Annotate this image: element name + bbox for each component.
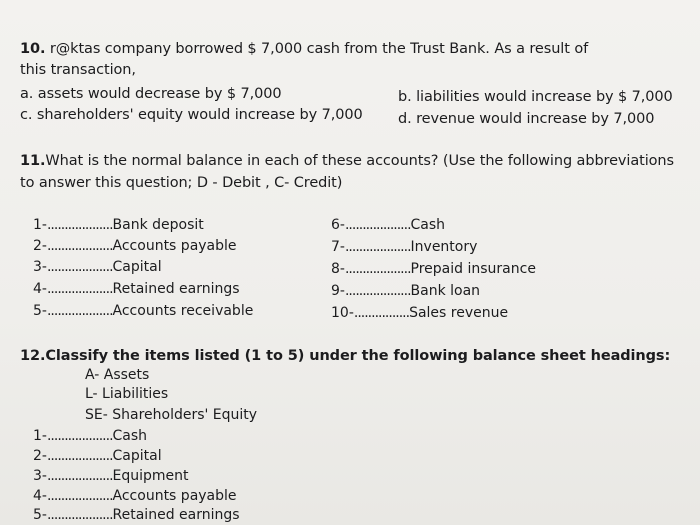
account-name: Accounts receivable	[112, 303, 254, 319]
q10-number: 10.	[20, 41, 46, 57]
item-name: Capital	[112, 448, 162, 464]
item-number: 4-	[33, 488, 47, 504]
q11-text-line1: What is the normal balance in each of these accounts? (Use the following abbreviations	[45, 153, 674, 169]
q12-text: Classify the items listed (1 to 5) under the following balance sheet headings:	[45, 348, 671, 364]
q11-text-line2: to answer this question; D - Debit , C- Credit)	[20, 175, 343, 191]
account-name: Retained earnings	[112, 281, 240, 297]
item-number: 4-	[33, 281, 47, 297]
heading-liabilities: L- Liabilities	[85, 386, 169, 402]
answer-blank: ...................	[344, 283, 411, 299]
item-number: 8-	[331, 261, 345, 277]
account-name: Inventory	[410, 239, 478, 255]
q11-left-item	[33, 258, 162, 276]
q12-item	[33, 506, 240, 524]
item-number: 6-	[331, 217, 345, 233]
q11-left-item	[33, 302, 253, 320]
answer-blank: ...................	[344, 239, 411, 255]
answer-blank: ...................	[46, 468, 113, 484]
q11-left-item	[33, 237, 237, 255]
answer-blank: ...................	[46, 448, 113, 464]
item-number: 5-	[33, 507, 47, 523]
q12-item	[33, 427, 147, 445]
answer-blank: ...................	[46, 303, 113, 319]
item-number: 3-	[33, 468, 47, 484]
item-number: 1-	[33, 428, 47, 444]
answer-blank: ...................	[344, 261, 411, 277]
item-number: 3-	[33, 259, 47, 275]
item-name: Cash	[112, 428, 148, 444]
item-number: 2-	[33, 238, 47, 254]
item-number: 10-	[331, 305, 354, 321]
item-name: Equipment	[112, 468, 189, 484]
account-name: Bank loan	[410, 283, 481, 299]
q12-item	[33, 487, 237, 505]
answer-blank: ...................	[46, 259, 113, 275]
q11-right-item	[331, 282, 480, 300]
q11-left-item	[33, 280, 240, 298]
item-number: 2-	[33, 448, 47, 464]
item-number: 1-	[33, 217, 47, 233]
q11-left-item	[33, 216, 204, 234]
answer-blank: ...................	[46, 238, 113, 254]
item-name: Accounts payable	[112, 488, 237, 504]
q10-text-line1: r@ktas company borrowed $ 7,000 cash from the Trust Bank. As a result of	[49, 41, 589, 57]
account-name: Bank deposit	[112, 217, 204, 233]
q10-option-d: d. revenue would increase by 7,000	[398, 111, 655, 127]
account-name: Capital	[112, 259, 162, 275]
answer-blank: ...................	[46, 428, 113, 444]
q12-item	[33, 447, 162, 465]
q11-right-item	[331, 304, 508, 322]
q12-line	[20, 347, 670, 365]
item-number: 7-	[331, 239, 345, 255]
q10-option-a: a. assets would decrease by $ 7,000	[20, 86, 282, 102]
item-number: 9-	[331, 283, 345, 299]
answer-blank: ...................	[344, 217, 411, 233]
item-number: 5-	[33, 303, 47, 319]
q12-item	[33, 467, 189, 485]
account-name: Cash	[410, 217, 446, 233]
answer-blank: ...................	[46, 507, 113, 523]
q11-line1	[20, 152, 674, 170]
q11-right-item	[331, 238, 477, 256]
q11-right-item	[331, 260, 536, 278]
q12-number: 12.	[20, 348, 46, 364]
answer-blank: ...................	[46, 217, 113, 233]
answer-blank: ...................	[46, 281, 113, 297]
account-name: Sales revenue	[409, 305, 509, 321]
heading-shareholders-equity: SE- Shareholders' Equity	[85, 407, 258, 423]
q11-number: 11.	[20, 153, 46, 169]
q10-line1	[20, 40, 588, 58]
q10-option-b: b. liabilities would increase by $ 7,000	[398, 89, 673, 105]
heading-assets: A- Assets	[85, 367, 150, 383]
account-name: Prepaid insurance	[410, 261, 536, 277]
item-name: Retained earnings	[112, 507, 240, 523]
q11-right-item	[331, 216, 445, 234]
answer-blank: ...................	[46, 488, 113, 504]
account-name: Accounts payable	[112, 238, 237, 254]
answer-blank: ................	[353, 305, 410, 321]
q10-text-line2: this transaction,	[20, 62, 136, 78]
q10-option-c: c. shareholders' equity would increase by 7,000	[20, 107, 363, 123]
